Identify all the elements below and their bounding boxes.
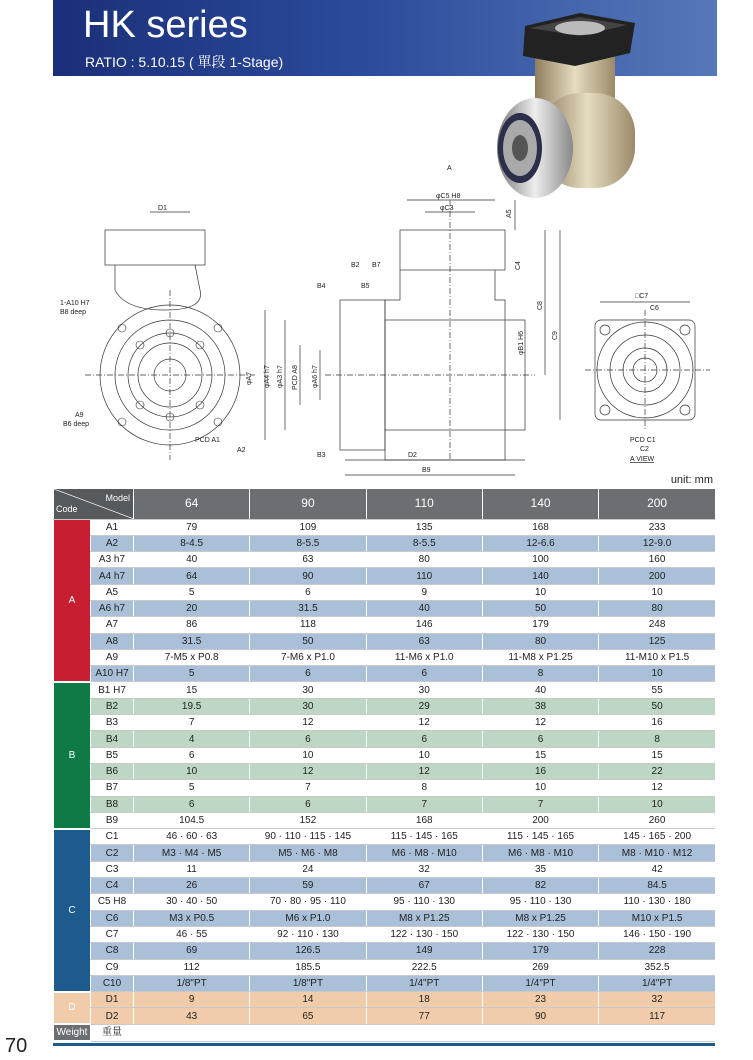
cell-value: 95 · 110 · 130 <box>366 894 482 910</box>
cell-value: M8 x P1.25 <box>366 910 482 926</box>
cell-value: 104.5 <box>134 812 250 828</box>
row-code: C10 <box>91 975 134 991</box>
cell-value: 1/4"PT <box>366 975 482 991</box>
cell-value: 35 <box>482 861 598 877</box>
cell-value: 115 · 145 · 165 <box>482 829 598 845</box>
cell-value: 50 <box>599 698 715 714</box>
cell-value: 145 · 165 · 200 <box>599 829 715 845</box>
cell-value: 16 <box>599 715 715 731</box>
cell-value: 118 <box>250 617 366 633</box>
row-code: A7 <box>91 617 134 633</box>
cell-value: 84.5 <box>599 878 715 894</box>
table-row <box>54 649 716 665</box>
cell-value: 69 <box>134 943 250 959</box>
cell-value: 8-5.5 <box>250 535 366 551</box>
cell-value: 7-M6 x P1.0 <box>250 649 366 665</box>
cell-value: 110 <box>366 568 482 584</box>
label-pcda1: PCD A1 <box>195 437 220 444</box>
cell-value: 122 · 130 · 150 <box>366 926 482 942</box>
label-b9: B9 <box>422 467 431 474</box>
cell-value: 80 <box>366 552 482 568</box>
label-a4: φA4 h7 <box>264 365 271 388</box>
cell-value: 117 <box>599 1008 715 1024</box>
cell-value: 12 <box>599 780 715 796</box>
cell-value: 32 <box>366 861 482 877</box>
label-a3: φA3 h7 <box>277 365 284 388</box>
row-code: A3 h7 <box>91 552 134 568</box>
cell-value: 67 <box>366 878 482 894</box>
group-C: C <box>54 829 91 992</box>
cell-value: 6 <box>134 796 250 812</box>
row-code: C9 <box>91 959 134 975</box>
cell-value: 7 <box>366 796 482 812</box>
cell-value: 24 <box>250 861 366 877</box>
label-a9: A9 <box>75 412 84 419</box>
cell-value: 14 <box>250 992 366 1008</box>
row-code: C1 <box>91 829 134 845</box>
cell-value: 95 · 110 · 130 <box>482 894 598 910</box>
table-row <box>54 926 716 942</box>
label-a-arrow: A <box>447 165 452 172</box>
label-d1: D1 <box>158 205 167 212</box>
code-label: Code <box>56 503 78 514</box>
cell-value: 11 <box>134 861 250 877</box>
row-code: C5 H8 <box>91 894 134 910</box>
label-a2: A2 <box>237 447 246 454</box>
row-code: C3 <box>91 861 134 877</box>
cell-value: 30 · 40 · 50 <box>134 894 250 910</box>
row-code: B8 <box>91 796 134 812</box>
row-code: A6 h7 <box>91 600 134 616</box>
table-row <box>54 715 716 731</box>
cell-value: 23 <box>482 992 598 1008</box>
cell-value: 125 <box>599 633 715 649</box>
table-row <box>54 845 716 861</box>
model-90: 90 <box>250 489 366 519</box>
table-header-row <box>54 489 716 519</box>
cell-value: 90 <box>482 1008 598 1024</box>
cell-value: 12-9.0 <box>599 535 715 551</box>
cell-value: 200 <box>482 812 598 828</box>
cell-value: 8 <box>482 666 598 682</box>
cell-value: 92 · 110 · 130 <box>250 926 366 942</box>
cell-value: 140 <box>482 568 598 584</box>
table-row <box>54 1024 716 1041</box>
cell-value: 126.5 <box>250 943 366 959</box>
cell-value: 8-5.5 <box>366 535 482 551</box>
cell-value: M5 · M6 · M8 <box>250 845 366 861</box>
cell-value: 10 <box>599 666 715 682</box>
cell-value: 6 <box>250 584 366 600</box>
cell-value: 7 <box>482 796 598 812</box>
row-code: C4 <box>91 878 134 894</box>
row-code: D2 <box>91 1008 134 1024</box>
cell-value: 9 <box>366 584 482 600</box>
row-code: B6 <box>91 763 134 779</box>
cell-value: 40 <box>366 600 482 616</box>
cell-value: 228 <box>599 943 715 959</box>
row-code: A9 <box>91 649 134 665</box>
cell-value: 30 <box>250 682 366 698</box>
cell-value: 6 <box>482 731 598 747</box>
label-b8: B8 deep <box>60 309 87 316</box>
cell-value: 6 <box>250 731 366 747</box>
cell-value: 55 <box>599 682 715 698</box>
cell-value: 135 <box>366 519 482 535</box>
label-b5: B5 <box>361 283 370 290</box>
cell-value: 6 <box>366 666 482 682</box>
cell-value: 115 · 145 · 165 <box>366 829 482 845</box>
cell-value: M6 x P1.0 <box>250 910 366 926</box>
table-row <box>54 568 716 584</box>
cell-value <box>366 1024 482 1041</box>
row-code: C7 <box>91 926 134 942</box>
row-code: C6 <box>91 910 134 926</box>
table-row <box>54 861 716 877</box>
table-row <box>54 763 716 779</box>
row-code: A5 <box>91 584 134 600</box>
cell-value: 59 <box>250 878 366 894</box>
cell-value: 11-M6 x P1.0 <box>366 649 482 665</box>
cell-value: 80 <box>482 633 598 649</box>
cell-value: 50 <box>482 600 598 616</box>
cell-value: 352.5 <box>599 959 715 975</box>
dimension-drawings <box>55 160 715 480</box>
cell-value: 46 · 60 · 63 <box>134 829 250 845</box>
cell-value: 7-M5 x P0.8 <box>134 649 250 665</box>
table-row <box>54 552 716 568</box>
cell-value: 80 <box>599 600 715 616</box>
group-W: Weight <box>54 1024 91 1041</box>
cell-value: 5 <box>134 666 250 682</box>
row-code: C2 <box>91 845 134 861</box>
cell-value: 63 <box>366 633 482 649</box>
cell-value <box>134 1024 250 1041</box>
row-code: A4 h7 <box>91 568 134 584</box>
table-row <box>54 829 716 845</box>
cell-value: 160 <box>599 552 715 568</box>
cell-value: 4 <box>134 731 250 747</box>
table-row <box>54 747 716 763</box>
cell-value: 30 <box>250 698 366 714</box>
cell-value: 70 · 80 · 95 · 110 <box>250 894 366 910</box>
table-row <box>54 780 716 796</box>
table-row <box>54 600 716 616</box>
cell-value: 9 <box>134 992 250 1008</box>
table-row <box>54 682 716 698</box>
spec-table <box>53 489 715 1042</box>
cell-value: M3 x P0.5 <box>134 910 250 926</box>
cell-value: 79 <box>134 519 250 535</box>
label-b7: B7 <box>372 262 381 269</box>
label-c6: C6 <box>650 305 659 312</box>
cell-value: 269 <box>482 959 598 975</box>
table-row <box>54 796 716 812</box>
cell-value: 12 <box>366 715 482 731</box>
cell-value: 32 <box>599 992 715 1008</box>
table-row <box>54 975 716 991</box>
table-row <box>54 1008 716 1024</box>
cell-value: 43 <box>134 1008 250 1024</box>
cell-value: 260 <box>599 812 715 828</box>
model-140: 140 <box>482 489 598 519</box>
cell-value: 8 <box>366 780 482 796</box>
cell-value: 10 <box>599 584 715 600</box>
label-a6: φA6 h7 <box>312 365 319 388</box>
cell-value: 100 <box>482 552 598 568</box>
cell-value: 64 <box>134 568 250 584</box>
cell-value: 179 <box>482 617 598 633</box>
table-row <box>54 959 716 975</box>
cell-value: 15 <box>482 747 598 763</box>
table-row <box>54 698 716 714</box>
model-64: 64 <box>134 489 250 519</box>
cell-value: 63 <box>250 552 366 568</box>
row-code: A2 <box>91 535 134 551</box>
label-b2: B2 <box>351 262 360 269</box>
label-b6: B6 deep <box>63 421 90 428</box>
cell-value: 12 <box>250 715 366 731</box>
cell-value: 179 <box>482 943 598 959</box>
cell-value: 19.5 <box>134 698 250 714</box>
label-c8: C8 <box>537 301 544 310</box>
cell-value: 200 <box>599 568 715 584</box>
cell-value: 8-4.5 <box>134 535 250 551</box>
cell-value: 18 <box>366 992 482 1008</box>
label-pcda8: PCD A8 <box>292 365 299 390</box>
row-code: B1 H7 <box>91 682 134 698</box>
cell-value: M10 x P1.5 <box>599 910 715 926</box>
table-row <box>54 666 716 682</box>
cell-value: 82 <box>482 878 598 894</box>
page-number: 70 <box>5 1035 28 1057</box>
cell-value: 46 · 55 <box>134 926 250 942</box>
cell-value: 31.5 <box>134 633 250 649</box>
cell-value: 10 <box>250 747 366 763</box>
cell-value: 7 <box>250 780 366 796</box>
cell-value: M6 · M8 · M10 <box>366 845 482 861</box>
table-row <box>54 878 716 894</box>
model-label: Model <box>105 493 130 503</box>
ratio-subtitle: RATIO : 5.10.15 ( 單段 1-Stage) <box>85 54 284 70</box>
row-code: B7 <box>91 780 134 796</box>
cell-value: 146 · 150 · 190 <box>599 926 715 942</box>
cell-value: 10 <box>482 584 598 600</box>
row-code: B4 <box>91 731 134 747</box>
cell-value: 112 <box>134 959 250 975</box>
cell-value: 90 <box>250 568 366 584</box>
cell-value: 149 <box>366 943 482 959</box>
cell-value: 90 · 110 · 115 · 145 <box>250 829 366 845</box>
row-code: A10 H7 <box>91 666 134 682</box>
label-pcdc1: PCD C1 <box>630 437 656 444</box>
label-b3: B3 <box>317 452 326 459</box>
table-row <box>54 812 716 828</box>
cell-value: 6 <box>366 731 482 747</box>
group-B: B <box>54 682 91 829</box>
cell-value: 10 <box>134 763 250 779</box>
bottom-rule <box>53 1043 715 1046</box>
cell-value: M3 · M4 · M5 <box>134 845 250 861</box>
cell-value: 110 · 130 · 180 <box>599 894 715 910</box>
cell-value <box>250 1024 366 1041</box>
cell-value: 86 <box>134 617 250 633</box>
cell-value: 12 <box>482 715 598 731</box>
cell-value: 29 <box>366 698 482 714</box>
group-D: D <box>54 992 91 1025</box>
label-a7: φA7 <box>246 371 253 385</box>
cell-value: 11-M10 x P1.5 <box>599 649 715 665</box>
row-code: C8 <box>91 943 134 959</box>
table-row <box>54 731 716 747</box>
label-c7: □C7 <box>635 293 649 300</box>
cell-value: 42 <box>599 861 715 877</box>
cell-value: 15 <box>599 747 715 763</box>
table-row <box>54 519 716 535</box>
label-a10: 1-A10 H7 <box>60 300 90 307</box>
label-c3: φC3 <box>440 205 454 212</box>
label-c2: C2 <box>640 446 649 453</box>
cell-value: 10 <box>482 780 598 796</box>
cell-value: 12 <box>366 763 482 779</box>
cell-value: 168 <box>366 812 482 828</box>
label-c5: φC5 H8 <box>436 193 461 200</box>
cell-value: 30 <box>366 682 482 698</box>
page-title: HK series <box>83 4 248 46</box>
row-code: A8 <box>91 633 134 649</box>
row-code: B5 <box>91 747 134 763</box>
row-code: A1 <box>91 519 134 535</box>
cell-value: 77 <box>366 1008 482 1024</box>
row-code: 重量 <box>91 1024 134 1041</box>
label-c4: C4 <box>515 261 522 270</box>
cell-value <box>482 1024 598 1041</box>
model-110: 110 <box>366 489 482 519</box>
cell-value: 233 <box>599 519 715 535</box>
cell-value: 248 <box>599 617 715 633</box>
row-code: D1 <box>91 992 134 1008</box>
cell-value: 1/4"PT <box>482 975 598 991</box>
table-row <box>54 633 716 649</box>
cell-value: M8 · M10 · M12 <box>599 845 715 861</box>
table-row <box>54 894 716 910</box>
table-row <box>54 535 716 551</box>
label-aview: A VIEW <box>630 456 655 463</box>
cell-value: 50 <box>250 633 366 649</box>
label-b4: B4 <box>317 283 326 290</box>
row-code: B2 <box>91 698 134 714</box>
cell-value: 185.5 <box>250 959 366 975</box>
cell-value: 7 <box>134 715 250 731</box>
cell-value: 38 <box>482 698 598 714</box>
cell-value <box>599 1024 715 1041</box>
cell-value: 5 <box>134 584 250 600</box>
cell-value: 152 <box>250 812 366 828</box>
label-b1: φB1 H6 <box>518 331 525 355</box>
table-row <box>54 617 716 633</box>
cell-value: 168 <box>482 519 598 535</box>
cell-value: 8 <box>599 731 715 747</box>
model-200: 200 <box>599 489 715 519</box>
table-row <box>54 943 716 959</box>
label-c9: C9 <box>552 331 559 340</box>
cell-value: 12-6.6 <box>482 535 598 551</box>
label-a5: A5 <box>506 209 513 218</box>
cell-value: 109 <box>250 519 366 535</box>
cell-value: 222.5 <box>366 959 482 975</box>
cell-value: 65 <box>250 1008 366 1024</box>
cell-value: 16 <box>482 763 598 779</box>
cell-value: 6 <box>250 666 366 682</box>
cell-value: 40 <box>482 682 598 698</box>
unit-label: unit: mm <box>670 474 713 486</box>
cell-value: 146 <box>366 617 482 633</box>
cell-value: 31.5 <box>250 600 366 616</box>
cell-value: 1/4"PT <box>599 975 715 991</box>
cell-value: 6 <box>134 747 250 763</box>
cell-value: 1/8"PT <box>250 975 366 991</box>
cell-value: 40 <box>134 552 250 568</box>
cell-value: 6 <box>250 796 366 812</box>
table-row <box>54 584 716 600</box>
table-row <box>54 910 716 926</box>
cell-value: 15 <box>134 682 250 698</box>
cell-value: M6 · M8 · M10 <box>482 845 598 861</box>
cell-value: 10 <box>366 747 482 763</box>
cell-value: 11-M8 x P1.25 <box>482 649 598 665</box>
cell-value: 22 <box>599 763 715 779</box>
cell-value: 5 <box>134 780 250 796</box>
group-A: A <box>54 519 91 682</box>
cell-value: 10 <box>599 796 715 812</box>
model-code-header <box>54 489 134 519</box>
cell-value: 1/8"PT <box>134 975 250 991</box>
label-d2: D2 <box>408 452 417 459</box>
cell-value: 20 <box>134 600 250 616</box>
cell-value: M8 x P1.25 <box>482 910 598 926</box>
row-code: B9 <box>91 812 134 828</box>
table-row <box>54 992 716 1008</box>
cell-value: 12 <box>250 763 366 779</box>
cell-value: 26 <box>134 878 250 894</box>
cell-value: 122 · 130 · 150 <box>482 926 598 942</box>
row-code: B3 <box>91 715 134 731</box>
